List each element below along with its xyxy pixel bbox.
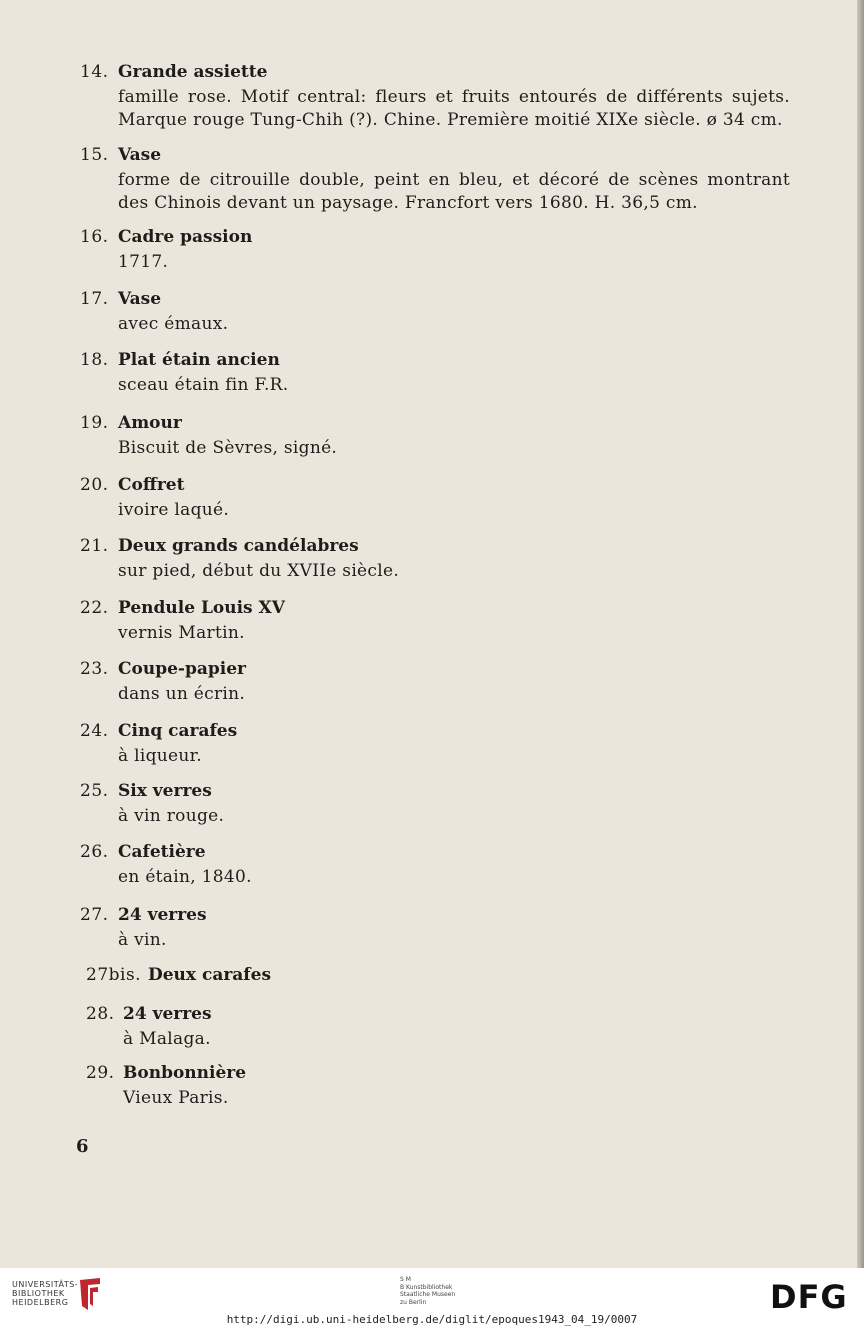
stamp-line-4: zu Berlin: [400, 1298, 427, 1306]
entry-number: 29.: [86, 1063, 115, 1083]
entry-description: à liqueur.: [118, 746, 202, 766]
entry-title: Vase: [118, 145, 162, 165]
entry-description: Biscuit de Sèvres, signé.: [118, 438, 338, 458]
entry-number: 19.: [80, 413, 109, 433]
entry-number: 28.: [86, 1004, 115, 1024]
entry-description: sur pied, début du XVIIe siècle.: [118, 561, 400, 581]
entry-description: forme de citrouille double, peint en bleu, et décoré de scènes montrant des Chinois devant un paysage. Francfort vers 1680. H. 36,5 cm.: [118, 170, 790, 213]
entry-title: Coffret: [118, 475, 185, 495]
entry-description: ivoire laqué.: [118, 500, 230, 520]
entry-number: 22.: [80, 598, 109, 618]
entry-description: famille rose. Motif central: fleurs et fruits entourés de différents sujets. Marque rouge Tung-Chih (?). Chine. Première moitié XIXe siècle. ø 34 cm.: [118, 87, 790, 130]
entry-description: dans un écrin.: [118, 684, 246, 704]
entry-number: 17.: [80, 289, 109, 309]
page-edge-shadow: [857, 0, 864, 1268]
entry-description: sceau étain fin F.R.: [118, 375, 289, 395]
stamp-line-3: Staatliche Museen: [400, 1291, 456, 1298]
entry-number: 26.: [80, 842, 109, 862]
entry-title: Deux carafes: [148, 965, 272, 985]
university-library-label: [12, 1280, 78, 1307]
entry-title: 24 verres: [123, 1004, 212, 1024]
entry-title: Vase: [118, 289, 162, 309]
entry-description: 1717.: [118, 252, 169, 272]
entry-title: Cadre passion: [118, 227, 253, 247]
entry-description: avec émaux.: [118, 314, 229, 334]
entry-description: vernis Martin.: [118, 623, 245, 643]
university-logo-icon: [78, 1276, 102, 1312]
entry-title: Deux grands candélabres: [118, 536, 359, 556]
entry-number: 21.: [80, 536, 109, 556]
entry-number: 27.: [80, 905, 109, 925]
entry-number: 25.: [80, 781, 109, 801]
entry-description: Vieux Paris.: [123, 1088, 229, 1108]
entry-number: 20.: [80, 475, 109, 495]
entry-number: 15.: [80, 145, 109, 165]
entry-description: à Malaga.: [123, 1029, 211, 1049]
entry-title: Cafetière: [118, 842, 206, 862]
entry-title: Pendule Louis XV: [118, 598, 285, 618]
entry-title: Coupe-papier: [118, 659, 247, 679]
university-line-2: BIBLIOTHEK: [12, 1289, 65, 1298]
stamp-line-2: B Kunstbibliothek: [400, 1283, 453, 1291]
entry-number: 23.: [80, 659, 109, 679]
page-number: 6: [76, 1136, 89, 1157]
entry-number: 18.: [80, 350, 109, 370]
entry-number: 14.: [80, 62, 109, 82]
entry-number: 27bis.: [86, 965, 142, 985]
source-url[interactable]: http://digi.ub.uni-heidelberg.de/diglit/epoques1943_04_19/0007: [226, 1313, 638, 1326]
entry-number: 24.: [80, 721, 109, 741]
university-line-1: UNIVERSITÄTS-: [12, 1280, 79, 1289]
entry-number: 16.: [80, 227, 109, 247]
university-line-3: HEIDELBERG: [12, 1298, 69, 1307]
stamp-line-1: S M: [400, 1276, 411, 1283]
entry-title: Bonbonnière: [123, 1063, 247, 1083]
dfg-logo: DFG: [770, 1278, 848, 1316]
entry-title: Cinq carafes: [118, 721, 238, 741]
entry-description: à vin rouge.: [118, 806, 225, 826]
entry-title: Amour: [118, 413, 182, 433]
entry-description: à vin.: [118, 930, 167, 950]
entry-title: Plat étain ancien: [118, 350, 280, 370]
entry-title: 24 verres: [118, 905, 207, 925]
entry-title: Six verres: [118, 781, 212, 801]
entry-title: Grande assiette: [118, 62, 268, 82]
museum-stamp: [400, 1276, 455, 1306]
entry-description: en étain, 1840.: [118, 867, 252, 887]
